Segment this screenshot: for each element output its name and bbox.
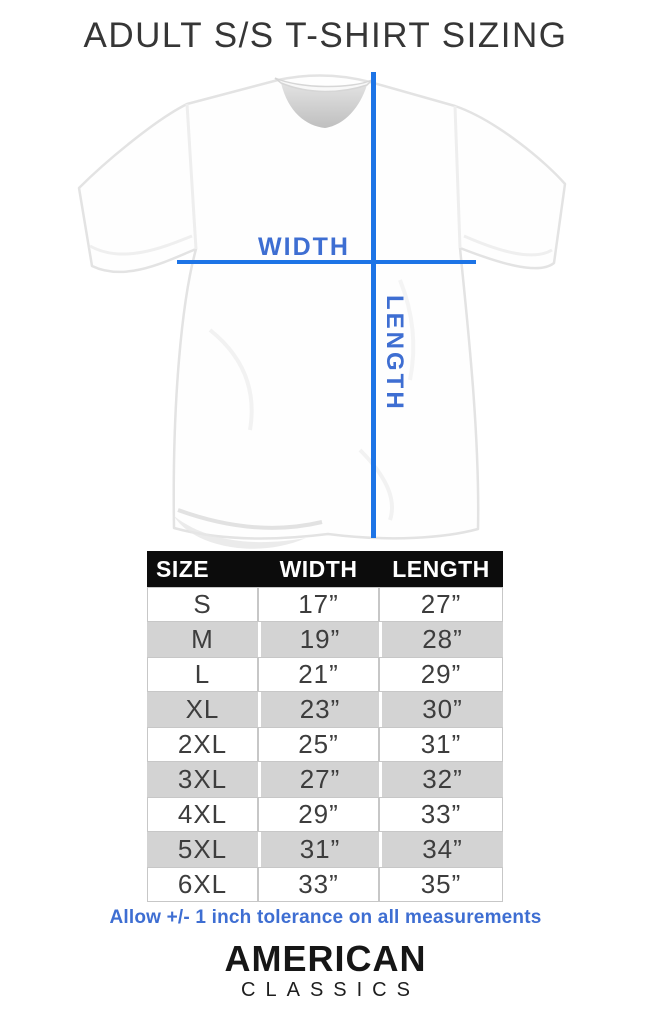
length-cell: 33” [379,797,503,832]
size-cell: M [147,622,258,657]
length-cell: 27” [379,587,503,622]
width-cell: 25” [258,727,379,762]
length-cell: 34” [379,832,503,867]
size-cell: 5XL [147,832,258,867]
length-cell: 30” [379,692,503,727]
width-cell: 21” [258,657,379,692]
length-cell: 29” [379,657,503,692]
tolerance-note: Allow +/- 1 inch tolerance on all measurements [109,907,542,928]
size-cell: 4XL [147,797,258,832]
table-row [147,727,503,762]
header-width: WIDTH [258,551,379,587]
length-measure-line [371,72,376,538]
header-size: SIZE [147,551,258,587]
header-length: LENGTH [379,551,503,587]
brand-logo [0,938,651,1001]
table-row [147,692,503,727]
size-cell: XL [147,692,258,727]
table-row [147,762,503,797]
brand-name-american: AMERICAN [224,938,427,979]
length-label: LENGTH [381,295,408,412]
length-cell: 35” [379,867,503,902]
size-cell: 2XL [147,727,258,762]
page-title: ADULT S/S T-SHIRT SIZING [83,16,568,55]
width-cell: 33” [258,867,379,902]
width-cell: 23” [258,692,379,727]
width-cell: 17” [258,587,379,622]
width-cell: 27” [258,762,379,797]
width-label: WIDTH [258,233,350,261]
width-cell: 31” [258,832,379,867]
length-cell: 31” [379,727,503,762]
table-row [147,867,503,902]
size-chart-table [147,551,503,902]
size-cell: 6XL [147,867,258,902]
size-cell: S [147,587,258,622]
table-row [147,622,503,657]
table-row [147,657,503,692]
brand-name-classics: CLASSICS [241,979,420,1001]
table-header-row [147,551,503,587]
size-cell: L [147,657,258,692]
table-row [147,587,503,622]
width-cell: 19” [258,622,379,657]
tshirt-image [60,70,595,552]
table-row [147,797,503,832]
width-cell: 29” [258,797,379,832]
length-cell: 32” [379,762,503,797]
size-cell: 3XL [147,762,258,797]
length-cell: 28” [379,622,503,657]
table-row [147,832,503,867]
